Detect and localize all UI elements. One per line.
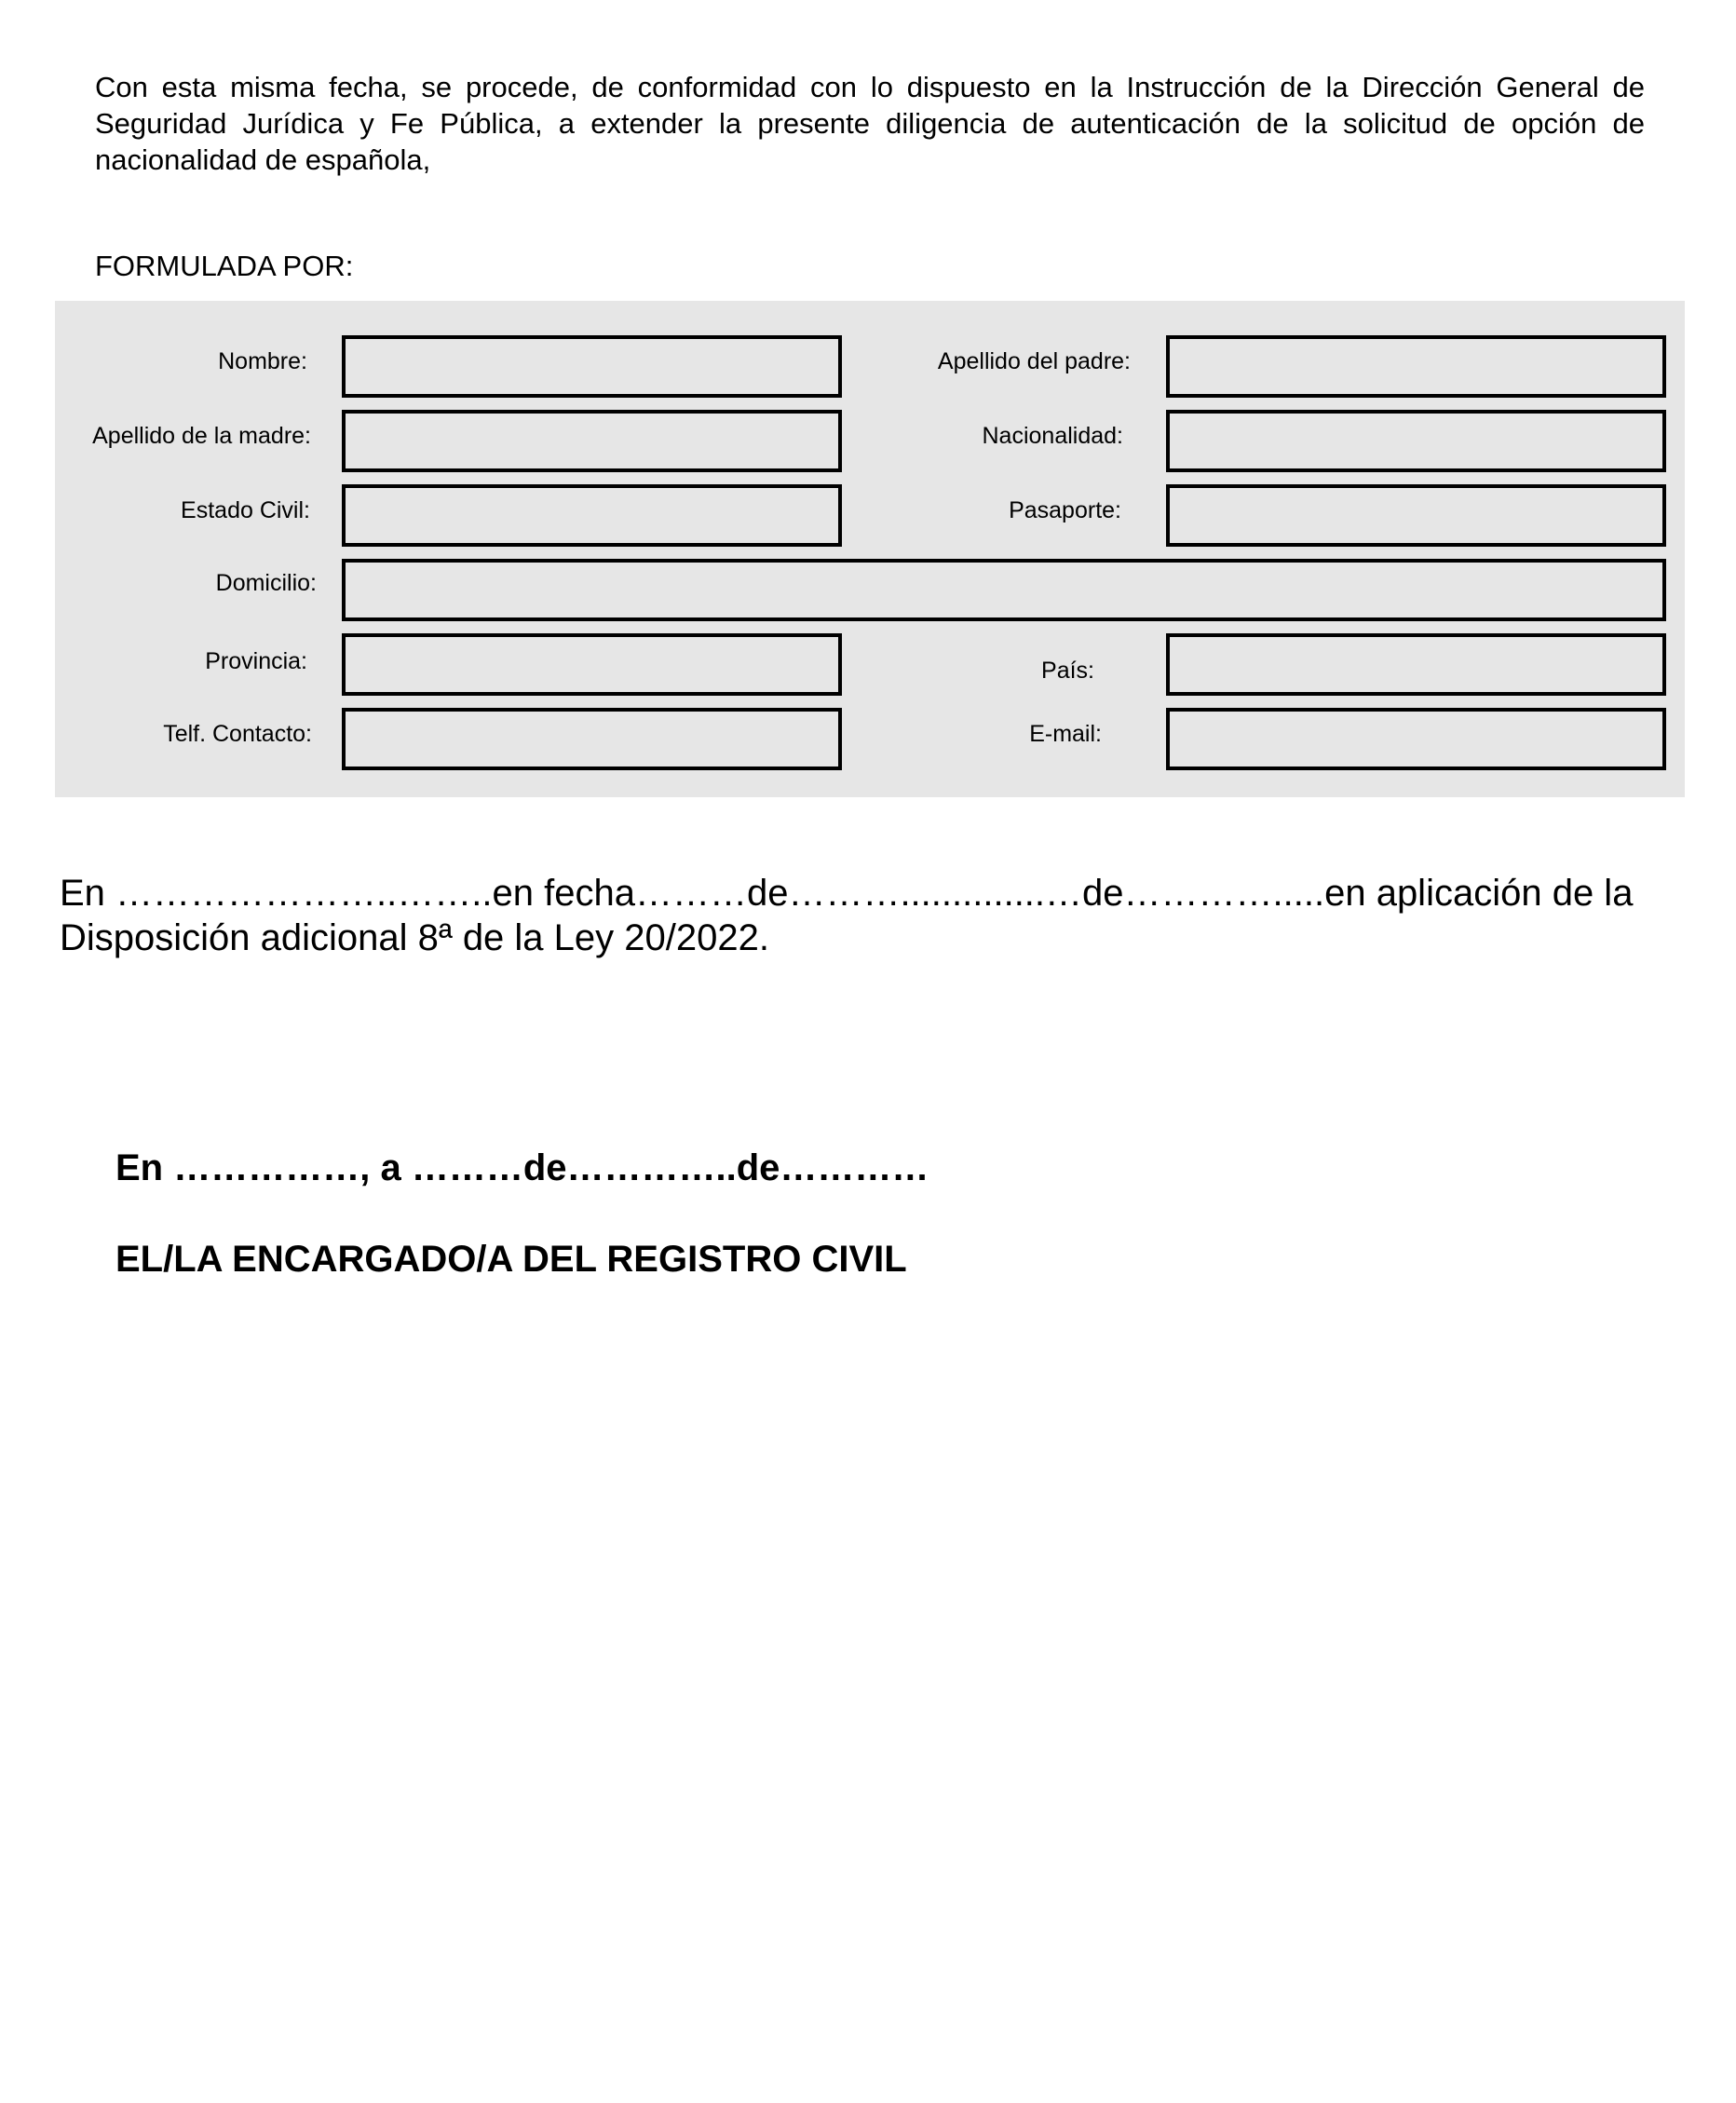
apellido-padre-field[interactable] — [1166, 335, 1666, 398]
pais-label: País: — [1041, 658, 1094, 684]
nacionalidad-label: Nacionalidad: — [982, 423, 1123, 449]
formulada-por-heading: FORMULADA POR: — [95, 250, 354, 282]
estado-civil-label: Estado Civil: — [181, 497, 310, 523]
email-field[interactable] — [1166, 708, 1666, 770]
nombre-field[interactable] — [342, 335, 842, 398]
nombre-label: Nombre: — [218, 348, 307, 374]
intro-paragraph: Con esta misma fecha, se procede, de conformidad con lo dispuesto en la Instrucción de la Dirección General de Seguridad Jurídica y Fe Pública, a extender la presente diligencia de autenticación de la solicitud de opción de nacionalidad de española, — [95, 71, 1645, 176]
place-date-statement: En …………………..……..en fecha………de………..............…de………….....en aplicación de la Disposición adicional 8ª de la Ley 20/2022. — [60, 873, 1634, 958]
domicilio-field[interactable] — [342, 559, 1666, 621]
apellido-madre-field[interactable] — [342, 410, 842, 472]
nacionalidad-field[interactable] — [1166, 410, 1666, 472]
pasaporte-label: Pasaporte: — [1009, 497, 1121, 523]
signature-title: EL/LA ENCARGADO/A DEL REGISTRO CIVIL — [115, 1239, 907, 1280]
provincia-label: Provincia: — [205, 648, 307, 674]
pasaporte-field[interactable] — [1166, 484, 1666, 547]
apellido-madre-label: Apellido de la madre: — [92, 423, 311, 449]
estado-civil-field[interactable] — [342, 484, 842, 547]
pais-field[interactable] — [1166, 633, 1666, 696]
applicant-form-panel — [55, 301, 1685, 797]
email-label: E-mail: — [1029, 721, 1102, 747]
telefono-field[interactable] — [342, 708, 842, 770]
provincia-field[interactable] — [342, 633, 842, 696]
telefono-label: Telf. Contacto: — [163, 721, 312, 747]
signature-place-date: En ……………, a ………de…………..de………… — [115, 1147, 929, 1188]
domicilio-label: Domicilio: — [215, 570, 317, 596]
apellido-padre-label: Apellido del padre: — [937, 348, 1131, 374]
